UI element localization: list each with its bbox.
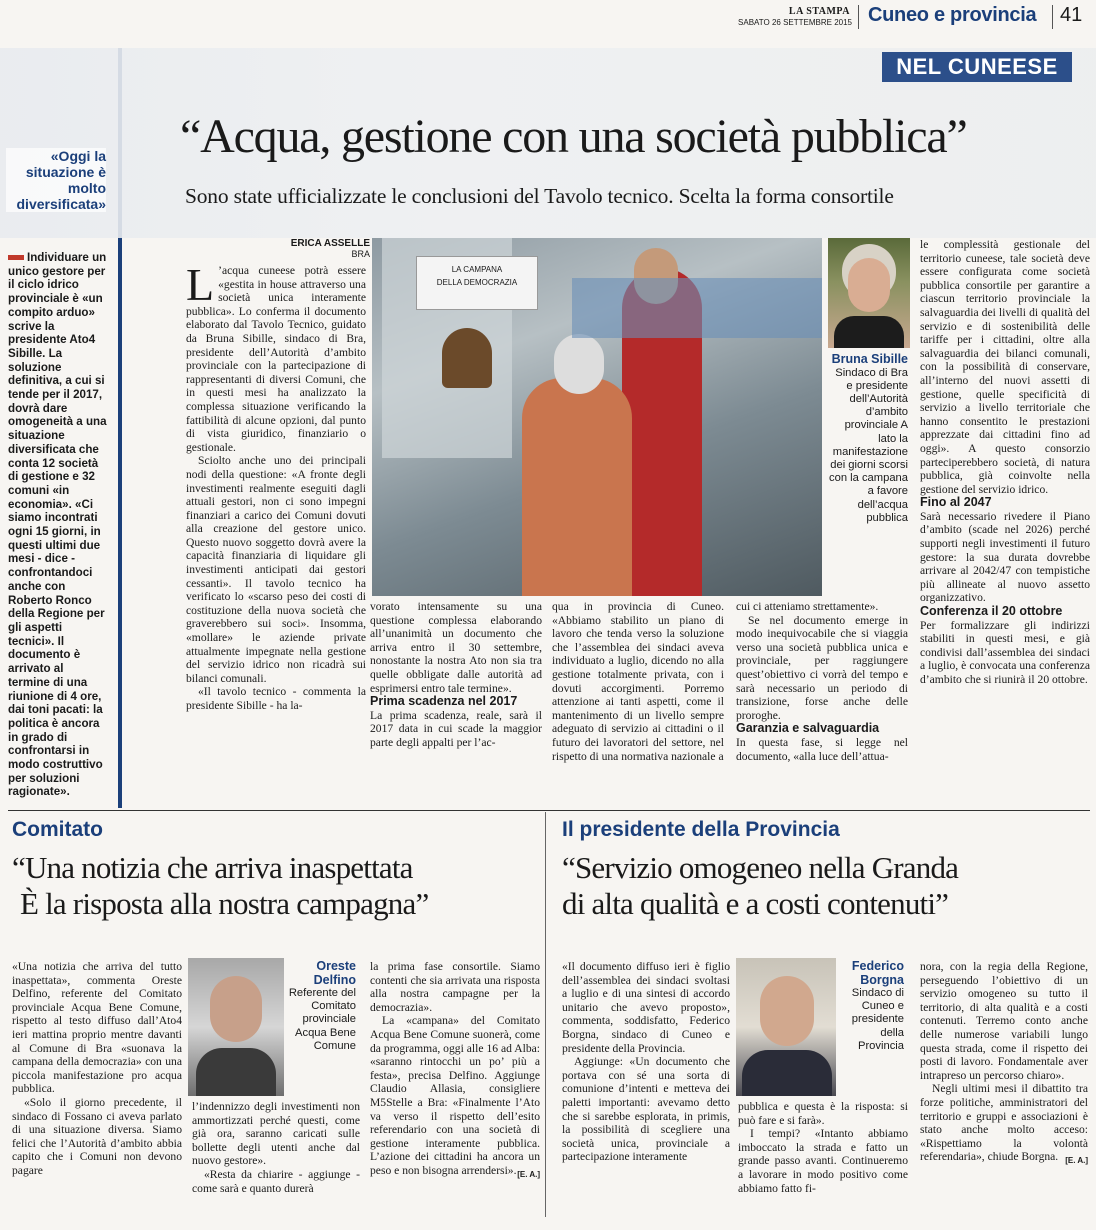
right-kicker: Il presidente della Provincia xyxy=(562,818,840,841)
subheading: Fino al 2047 xyxy=(920,495,992,510)
masthead xyxy=(0,0,1096,34)
author-name: ERICA ASSELLE xyxy=(290,238,370,249)
right-column-1 xyxy=(562,960,730,1164)
paragraph: l’indennizzo degli investimenti non ammortizzati perché questi, come già ora, saranno caricati sulle bollette degli utenti anche dal nuovo gestore». xyxy=(192,1100,360,1168)
caption-text: Sindaco di Bra e presidente dell’Autorità d’ambito provinciale A lato la manifestazione dei giorni scorsi con la campana a favore dell’acqua pubblica xyxy=(829,366,908,524)
paragraph: «Il tavolo tecnico - commenta la presidente Sibille - ha la- xyxy=(186,685,366,712)
main-column-2 xyxy=(370,600,542,750)
portrait-body xyxy=(196,1048,276,1096)
paragraph: le complessità gestionale del territorio cuneese, tale società deve essere configurata come società pubblica consortile per garantire a ciascun territorio provinciale la salvaguardia dei livelli di qualità del servizio e di sostenibilità delle tariffe per i cittadini, oltre alla salvaguardia dei bilanci comunali, con la possibilità di conservare, all’interno del nuovi assetti di gestione, quelle specificità di servizio a livello territoriale che hanno consentito le prestazioni apprezzate dai cittadini fino ad oggi». A questo consorzio parteciperebbero società, di natura pubblica, già coinvolte nella gestione del servizio idrico. xyxy=(920,238,1090,496)
article-signature: [E. A.] xyxy=(1065,1155,1088,1165)
paragraph: «Il documento diffuso ieri è figlio dell’assemblea dei sindaci svoltasi a luglio e di una sintesi di accordo unitario che avevo proposto», commenta, soddisfatto, Federico Borgna, sindaco di Cuneo e presidente della Provincia. xyxy=(562,960,730,1055)
paragraph: Aggiunge: «Un documento che portava con sé una sorta di comunione d’intenti e metteva dei paletti importanti: avevamo detto che si sarebbe esplorata, in primis, la possibilità di scegliere una società unica, provinciale a partecipazione interamente xyxy=(562,1055,730,1164)
paragraph: nora, con la regia della Regione, perseguendo l’obiettivo di un servizio omogeneo su tutto il territorio, di alta qualità e a costi contenuti. Terremo conto anche delle numerose variabili lungo questa strada, come il rispetto dei posti di lavoro. Fondamentale aver intrapreso un percorso chiaro». xyxy=(920,960,1088,1082)
left-column-3 xyxy=(370,960,540,1181)
paragraph: la prima fase consortile. Siamo contenti che sia arrivata una risposta alla nostra campagne per la democrazia». xyxy=(370,960,540,1014)
paragraph: Sciolto anche uno dei principali nodi della questione: «A fronte degli investimenti realmente eseguiti dagli attuali gestori, non ci sono impegni finanziari a carico dei Comuni dovuti alla creazione del gestore unico. Questo nuovo soggetto dovrà avere la capacità finanziaria di liquidare gli investimenti anticipati dai gestori cessanti». Il tavolo tecnico ha verificato lo «scarso peso dei costi di costituzione della nuova società che graverebbero sui soci». Insomma, «mollare» le aziende private attualmente impegnate nella gestione del servizio idrico non ricadrà sui bilanci comunali. xyxy=(186,454,366,685)
caption-name: Bruna Sibille xyxy=(831,352,908,366)
paragraph: Negli ultimi mesi il dibattito tra forze politiche, amministratori del territorio e gruppi e associazioni è stato anche molto acceso: «Rispettiamo la volontà referendaria», chiude Borgna. xyxy=(920,1082,1088,1164)
main-photo xyxy=(372,238,822,596)
portrait-body xyxy=(834,316,904,348)
portrait-caption xyxy=(828,353,908,525)
paragraph: pubblica e questa è la risposta: si può fare e si farà». xyxy=(738,1100,908,1127)
paragraph: Se nel documento emerge in modo inequivocabile che si viaggia verso una società pubblica unica e provinciale, per raggiungere quest’obiettivo ci vorrà del tempo e sarà necessario un periodo di transizione, forse anche delle proroghe. xyxy=(736,613,908,722)
left-column-1 xyxy=(12,960,182,1178)
headline-line: “Una notizia che arriva inaspettata xyxy=(12,850,413,885)
paragraph: La prima scadenza, reale, sarà il 2017 data in cui scade la maggior parte degli appalti per l’ac- xyxy=(370,708,542,749)
main-column-4 xyxy=(736,600,908,763)
drop-cap: L xyxy=(186,259,215,310)
portrait-face xyxy=(848,258,890,312)
paragraph: ’acqua cuneese potrà essere «gestita in house attraverso una società unica interamente pubblica». Lo conferma il documento elaborato dal Tavolo Tecnico, guidato da Bruna Sibille, sindaco di Bra, presidente dell’Autorità d’ambito provinciale con la partecipazione di rappresentanti di diversi Comuni, che in questi mesi ha analizzato la complessa situazione verificando la fattibilità di alcune opzioni, dal punto di vista giuridico, finanziario o gestionale. xyxy=(186,264,366,454)
main-column-3 xyxy=(552,600,724,763)
kicker-badge: NEL CUNEESE xyxy=(882,52,1072,82)
paragraph: «Una notizia che arriva del tutto inaspettata», commenta Oreste Delfino, referente del Comitato provinciale Acqua Bene Comune, rispetto al testo diffuso dall’Ato4 ieri mattina proprio mentre davanti al Comune di Bra «suonava la campana della democrazia» con una piccola manifestazione pro acqua pubblica. xyxy=(12,960,182,1096)
caption-text: Referente del Comitato provinciale Acqua Bene Comune xyxy=(288,987,356,1052)
subheading: Prima scadenza nel 2017 xyxy=(370,694,518,709)
paragraph: «Resta da chiarire - aggiunge - come sarà e quanto durerà xyxy=(192,1167,360,1195)
right-portrait-caption xyxy=(836,960,904,1053)
article-signature: [E. A.] xyxy=(517,1169,540,1179)
person-woman xyxy=(522,378,632,596)
caption-name: Oreste Delfino xyxy=(313,959,356,987)
photo-banner xyxy=(572,278,822,338)
sidebar-marker xyxy=(8,255,24,260)
left-kicker: Comitato xyxy=(12,818,103,841)
paragraph: In questa fase, si legge nel documento, «alla luce dell’attua- xyxy=(736,735,908,763)
subheading: Conferenza il 20 ottobre xyxy=(920,604,1063,619)
portrait-bruna-sibille xyxy=(828,238,910,348)
main-headline: “Acqua, gestione con una società pubblica” xyxy=(180,110,967,163)
section-separator xyxy=(8,810,1090,811)
photo-sign-line: LA CAMPANA xyxy=(451,265,503,274)
person-woman-head xyxy=(554,334,604,394)
right-headline xyxy=(562,850,1090,922)
headline-line: di alta qualità e a costi contenuti” xyxy=(562,886,949,921)
page-number: 41 xyxy=(1060,4,1083,26)
photo-sign-line: DELLA DEMOCRAZIA xyxy=(436,278,518,287)
headline-line: “Servizio omogeneo nella Granda xyxy=(562,850,959,885)
caption-name: Federico Borgna xyxy=(851,959,904,987)
column-separator xyxy=(545,812,546,1217)
masthead-divider-2 xyxy=(1052,5,1053,29)
bell-icon xyxy=(442,328,492,388)
issue-date: SABATO 26 SETTEMBRE 2015 xyxy=(738,18,852,27)
main-column-5 xyxy=(920,238,1090,687)
portrait-face xyxy=(210,976,262,1042)
paragraph: La «campana» del Comitato Acqua Bene Comune suonerà, come da programma, oggi alle 16 ad Alba: «saranno rintocchi un po’ più a festa», precisa Delfino. Aggiunge Claudio Allasia, consigliere M5Stelle a Bra: «Finalmente l’Ato va verso il rispetto dell’esito referendario con una società di gestione interamente pubblica. L’azione dei cittadini ha ancora un peso e non bisogna arrendersi». xyxy=(370,1014,540,1177)
sidebar-paragraph: Individuare un unico gestore per il ciclo idrico provinciale è «un compito arduo» scrive la presidente Ato4 Sibille. La soluzione definitiva, a cui si tende per il 2017, dovrà dare omogeneità a una situazione diversificata che conta 12 società di gestione e 32 comuni «in economia». «Ci siamo incontrati ogni 15 giorni, in questi ultimi due mesi - dice - confrontandoci anche con Roberto Ronco della Regione per gli aspetti tecnici». Il documento è arrivato al termine di una riunione di 4 ore, dai toni pacati: la politica è ancora in grado di confrontarsi in modo costruttivo per soluzioni ragionate». xyxy=(8,251,107,799)
portrait-body xyxy=(742,1050,832,1096)
right-column-3 xyxy=(920,960,1088,1168)
portrait-face xyxy=(760,976,814,1046)
main-lead-paragraph xyxy=(186,259,366,454)
paragraph: cui ci atteniamo strettamente». xyxy=(736,600,879,613)
caption-text: Sindaco di Cuneo e presidente della Provincia xyxy=(851,987,904,1052)
paragraph: Per formalizzare gli indirizzi stabiliti in questi mesi, e già condivisi dall’assemblea dei sindaci a luglio, è convocata una conferenza d’ambito che si riunirà il 20 ottobre. xyxy=(920,618,1090,686)
masthead-divider xyxy=(858,5,859,29)
left-headline xyxy=(12,850,542,922)
left-portrait-caption xyxy=(284,960,356,1053)
right-column-2 xyxy=(738,1100,908,1195)
main-column-1 xyxy=(186,259,366,713)
paragraph: I tempi? «Intanto abbiamo imboccato la strada e fatto un grande passo avanti. Continueremo a lavorare in modo positivo come abbiamo fatto fi- xyxy=(738,1127,908,1195)
left-column-2 xyxy=(192,1100,360,1195)
author-location: BRA xyxy=(351,249,370,259)
paragraph: vorato intensamente su una questione complessa elaborando all’unanimità un documento che arriva entro il 30 settembre, nonostante la nostra Ato non sia tra quelle obbligate dalle autorità ad esprimersi entro tale termine». xyxy=(370,600,542,695)
portrait-federico-borgna xyxy=(736,958,836,1096)
paragraph: qua in provincia di Cuneo. «Abbiamo stabilito un piano di lavoro che tenda verso la soluzione che l’assemblea dei sindaci aveva individuato a luglio, dicendo no alla gestione totalmente privata, con i dovuti accorgimenti. Porremo attenzione ai tanti aspetti, come il mantenimento di un livello sempre adeguato di servizio ai cittadini o il futuro dei lavoratori del settore, nel rispetto di una normativa nazionale a xyxy=(552,600,724,763)
paragraph: Sarà necessario rivedere il Piano d’ambito (scade nel 2026) perché supporti negli investimenti il futuro gestore: la sua durata dovrebbe arrivare al 2042/47 con tempistiche più allineate al nuovo assetto organizzativo. xyxy=(920,509,1090,605)
headline-line: È la risposta alla nostra campagna” xyxy=(20,886,429,921)
main-subheadline: Sono state ufficializzate le conclusioni del Tavolo tecnico. Scelta la forma consortile xyxy=(185,184,894,208)
newspaper-name: LA STAMPA xyxy=(788,6,850,17)
section-title: Cuneo e provincia xyxy=(868,4,1037,26)
sidebar-quote: «Oggi la situazione è molto diversificata» xyxy=(6,148,106,212)
photo-sign xyxy=(416,256,538,310)
sidebar-text xyxy=(8,251,108,799)
subheading: Garanzia e salvaguardia xyxy=(736,721,880,736)
portrait-oreste-delfino xyxy=(188,958,284,1096)
paragraph: «Solo il giorno precedente, il sindaco di Fossano ci aveva parlato di una situazione diversa. Siamo felici che l’Autorità d’ambito abbia capito che i Comuni non devono pagare xyxy=(12,1095,182,1177)
